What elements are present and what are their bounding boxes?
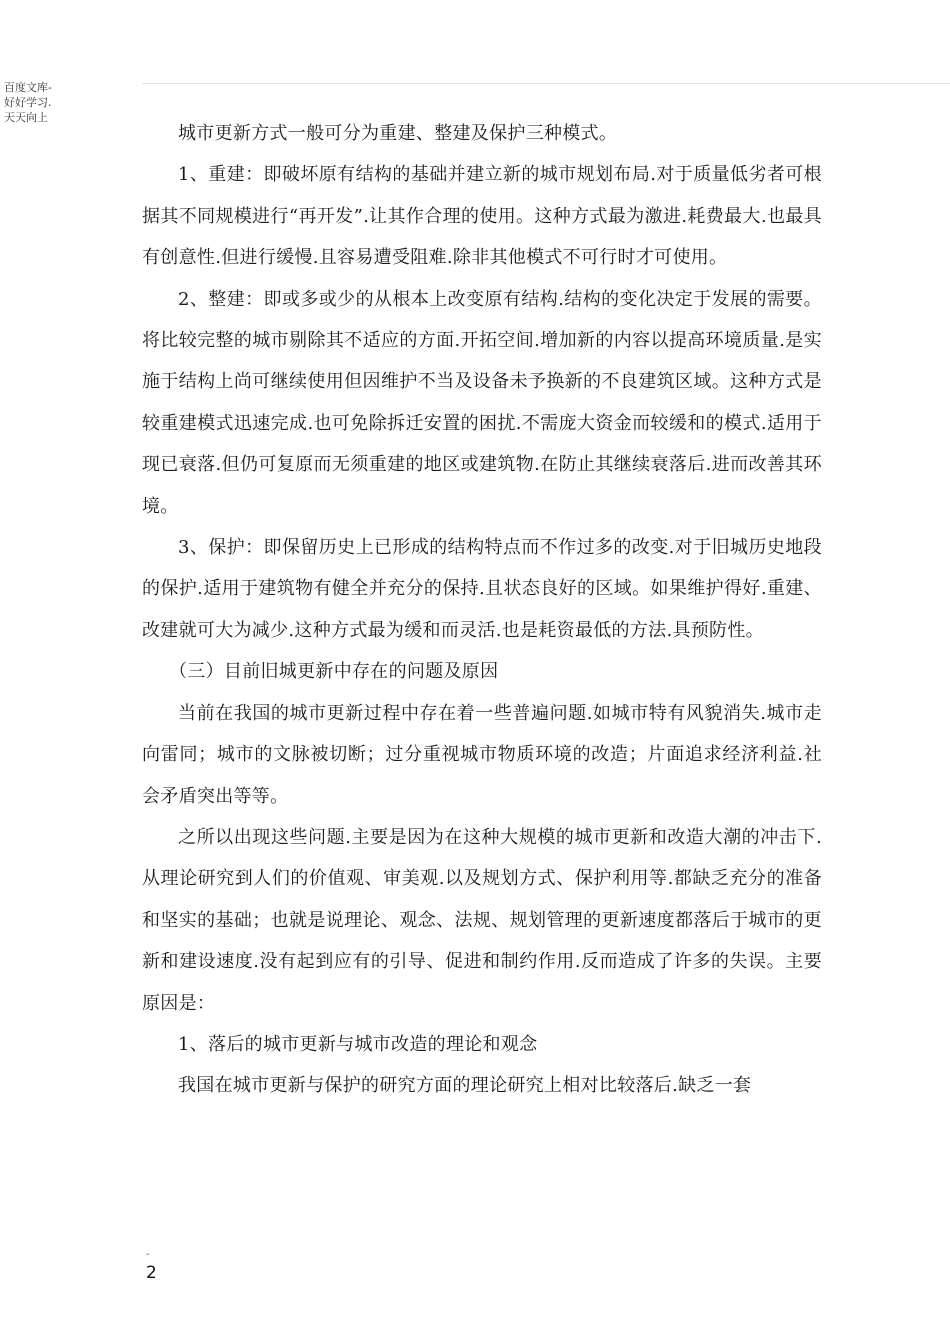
section-heading: （三）目前旧城更新中存在的问题及原因 bbox=[169, 661, 499, 683]
paragraph-rebuild: 1、重建：即破坏原有结构的基础并建立新的城市规划布局.对于质量低劣者可根据其不同规模进行“再开发”.让其作合理的使用。这种方式最为激进.耗费最大.也最具有创意性.但进行缓慢.且容易遭受阻难.除非其他模式不可行时才可使用。 bbox=[142, 164, 822, 269]
paragraph-theory: 我国在城市更新与保护的研究方面的理论研究上相对比较落后.缺乏一套 bbox=[178, 1075, 752, 1097]
paragraph-protect: 3、保护：即保留历史上已形成的结构特点而不作过多的改变.对于旧城历史地段的保护.适用于建筑物有健全并充分的保持.且状态良好的区域。如果维护得好.重建、改建就可大为减少.这种方式最为缓和而灵活.也是耗资最低的方法.具预防性。 bbox=[142, 537, 822, 641]
paragraph-intro: 城市更新方式一般可分为重建、整建及保护三种模式。 bbox=[178, 123, 618, 144]
paragraph-subheading: 1、落后的城市更新与城市改造的理论和观念 bbox=[178, 1033, 538, 1055]
paragraph-renovate: 2、整建：即或多或少的从根本上改变原有结构.结构的变化决定于发展的需要。将比较完整的城市剔除其不适应的方面.开拓空间.增加新的内容以提高环境质量.是实施于结构上尚可继续使用但因维护不当及设备未予换新的不良建筑区域。这种方式是较重建模式迅速完成.也可免除拆迁安置的困扰.不需庞大资金而较缓和的模式.适用于现已衰落.但仍可复原而无须重建的地区或建筑物.在防止其继续衰落后.进而改善其环境。 bbox=[142, 288, 822, 517]
page-number: 2 bbox=[146, 1263, 157, 1283]
side-note: 百度文库-好好学习.天天向上 bbox=[4, 81, 52, 124]
header-rule bbox=[142, 83, 950, 84]
document-body bbox=[142, 113, 822, 1107]
paragraph-problems: 当前在我国的城市更新过程中存在着一些普遍问题.如城市特有风貌消失.城市走向雷同；城市的文脉被切断；过分重视城市物质环境的改造；片面追求经济利益.社会矛盾突出等等。 bbox=[142, 702, 822, 807]
footer-dash: - bbox=[146, 1249, 150, 1260]
paragraph-reasons: 之所以出现这些问题.主要是因为在这种大规模的城市更新和改造大潮的冲击下.从理论研究到人们的价值观、审美观.以及规划方式、保护利用等.都缺乏充分的准备和坚实的基础；也就是说理论、观念、法规、规划管理的更新速度都落后于城市的更新和建设速度.没有起到应有的引导、促进和制约作用.反而造成了许多的失误。主要原因是： bbox=[142, 826, 822, 1014]
